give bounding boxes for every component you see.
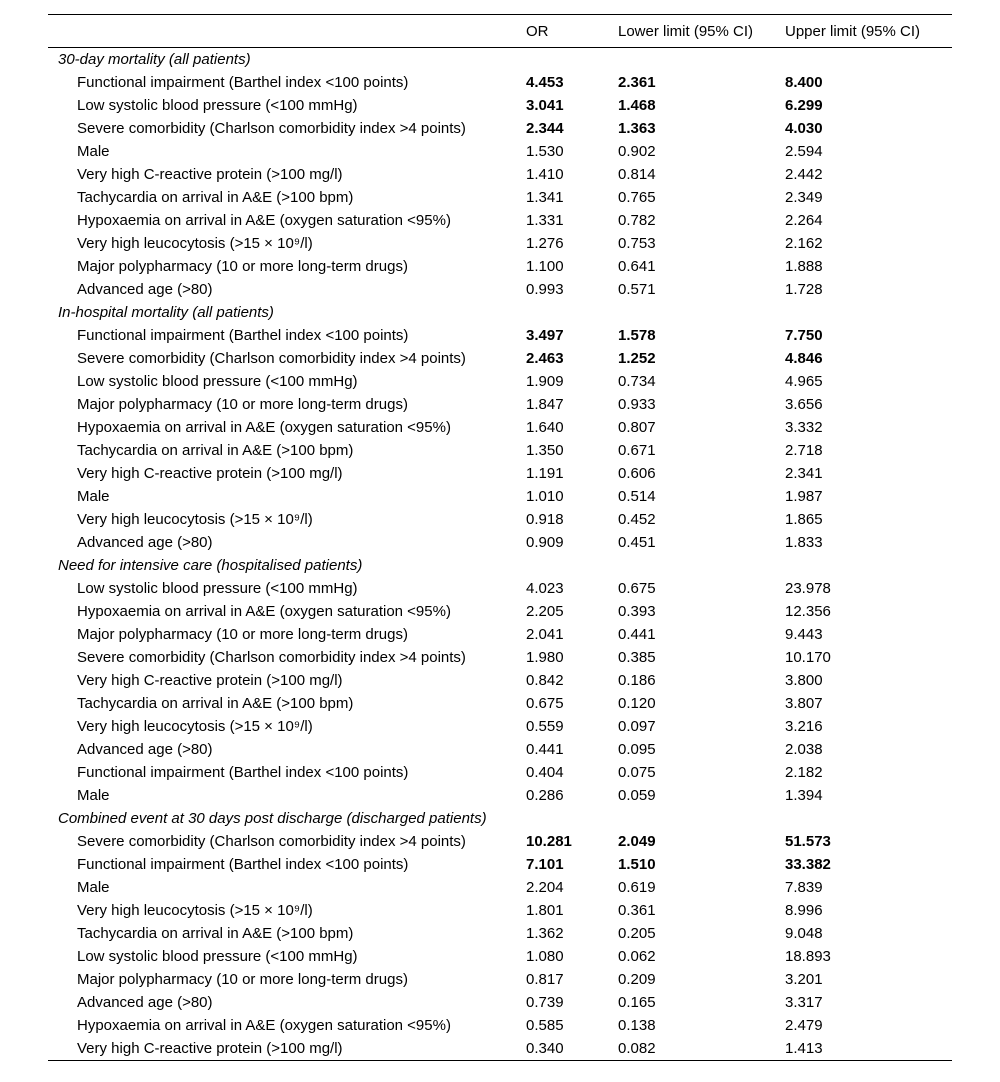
or-value: 0.585 bbox=[526, 1017, 564, 1034]
upper-limit-value: 23.978 bbox=[785, 580, 831, 597]
lower-limit-value: 2.049 bbox=[618, 833, 656, 850]
lower-limit-value: 0.606 bbox=[618, 465, 656, 482]
lower-limit-value: 0.753 bbox=[618, 235, 656, 252]
table-row bbox=[48, 669, 952, 692]
or-value: 1.530 bbox=[526, 143, 564, 160]
upper-limit-value: 2.038 bbox=[785, 741, 823, 758]
lower-limit-value: 0.095 bbox=[618, 741, 656, 758]
header-row bbox=[48, 15, 952, 48]
upper-limit-value: 2.264 bbox=[785, 212, 823, 229]
lower-limit-value: 0.385 bbox=[618, 649, 656, 666]
table-row bbox=[48, 623, 952, 646]
or-value: 0.559 bbox=[526, 718, 564, 735]
variable-label: Very high leucocytosis (>15 × 10⁹/l) bbox=[77, 235, 313, 252]
upper-limit-value: 2.341 bbox=[785, 465, 823, 482]
table-row bbox=[48, 324, 952, 347]
variable-label: Hypoxaemia on arrival in A&E (oxygen saturation <95%) bbox=[77, 212, 451, 229]
or-value: 0.993 bbox=[526, 281, 564, 298]
or-value: 2.205 bbox=[526, 603, 564, 620]
lower-limit-value: 0.186 bbox=[618, 672, 656, 689]
variable-label: Major polypharmacy (10 or more long-term drugs) bbox=[77, 258, 408, 275]
variable-label: Tachycardia on arrival in A&E (>100 bpm) bbox=[77, 442, 354, 459]
table-row bbox=[48, 899, 952, 922]
table-row bbox=[48, 209, 952, 232]
variable-label: Hypoxaemia on arrival in A&E (oxygen saturation <95%) bbox=[77, 603, 451, 620]
lower-limit-value: 0.807 bbox=[618, 419, 656, 436]
lower-limit-value: 0.671 bbox=[618, 442, 656, 459]
variable-label: Male bbox=[77, 143, 110, 160]
section-title: Need for intensive care (hospitalised patients) bbox=[58, 557, 363, 574]
variable-label: Severe comorbidity (Charlson comorbidity index >4 points) bbox=[77, 350, 466, 367]
table-row bbox=[48, 531, 952, 554]
variable-label: Low systolic blood pressure (<100 mmHg) bbox=[77, 580, 358, 597]
variable-label: Very high C-reactive protein (>100 mg/l) bbox=[77, 1040, 343, 1057]
table-row bbox=[48, 278, 952, 301]
table-row bbox=[48, 140, 952, 163]
variable-label: Advanced age (>80) bbox=[77, 534, 213, 551]
lower-limit-value: 0.571 bbox=[618, 281, 656, 298]
variable-label: Advanced age (>80) bbox=[77, 741, 213, 758]
table-row bbox=[48, 784, 952, 807]
or-value: 2.041 bbox=[526, 626, 564, 643]
table-row bbox=[48, 416, 952, 439]
or-value: 1.801 bbox=[526, 902, 564, 919]
variable-label: Low systolic blood pressure (<100 mmHg) bbox=[77, 948, 358, 965]
upper-limit-value: 33.382 bbox=[785, 856, 831, 873]
lower-limit-value: 1.252 bbox=[618, 350, 656, 367]
table-row bbox=[48, 600, 952, 623]
table-row bbox=[48, 255, 952, 278]
lower-limit-value: 1.468 bbox=[618, 97, 656, 114]
section-title: 30-day mortality (all patients) bbox=[58, 51, 251, 68]
variable-label: Tachycardia on arrival in A&E (>100 bpm) bbox=[77, 925, 354, 942]
section-row bbox=[48, 807, 952, 830]
table-row bbox=[48, 232, 952, 255]
upper-limit-value: 2.718 bbox=[785, 442, 823, 459]
or-value: 1.100 bbox=[526, 258, 564, 275]
lower-limit-value: 0.452 bbox=[618, 511, 656, 528]
header-or: OR bbox=[526, 22, 549, 40]
lower-limit-value: 0.675 bbox=[618, 580, 656, 597]
or-value: 2.204 bbox=[526, 879, 564, 896]
upper-limit-value: 1.865 bbox=[785, 511, 823, 528]
section-row bbox=[48, 301, 952, 324]
upper-limit-value: 2.349 bbox=[785, 189, 823, 206]
or-value: 10.281 bbox=[526, 833, 572, 850]
or-value: 0.918 bbox=[526, 511, 564, 528]
upper-limit-value: 4.030 bbox=[785, 120, 823, 137]
or-value: 1.640 bbox=[526, 419, 564, 436]
or-value: 1.909 bbox=[526, 373, 564, 390]
header-upper-limit: Upper limit (95% CI) bbox=[785, 22, 921, 40]
upper-limit-value: 8.996 bbox=[785, 902, 823, 919]
table-row bbox=[48, 71, 952, 94]
or-value: 3.497 bbox=[526, 327, 564, 344]
or-value: 4.453 bbox=[526, 74, 564, 91]
table-row bbox=[48, 163, 952, 186]
or-value: 4.023 bbox=[526, 580, 564, 597]
variable-label: Hypoxaemia on arrival in A&E (oxygen saturation <95%) bbox=[77, 419, 451, 436]
upper-limit-value: 4.965 bbox=[785, 373, 823, 390]
or-value: 1.331 bbox=[526, 212, 564, 229]
upper-limit-value: 2.442 bbox=[785, 166, 823, 183]
or-value: 2.463 bbox=[526, 350, 564, 367]
or-value: 2.344 bbox=[526, 120, 564, 137]
upper-limit-value: 1.833 bbox=[785, 534, 823, 551]
section-row bbox=[48, 48, 952, 72]
or-value: 1.080 bbox=[526, 948, 564, 965]
or-value: 1.362 bbox=[526, 925, 564, 942]
table-row bbox=[48, 462, 952, 485]
upper-limit-value: 1.888 bbox=[785, 258, 823, 275]
or-value: 1.847 bbox=[526, 396, 564, 413]
table-row bbox=[48, 393, 952, 416]
or-value: 1.276 bbox=[526, 235, 564, 252]
table-row bbox=[48, 738, 952, 761]
variable-label: Hypoxaemia on arrival in A&E (oxygen saturation <95%) bbox=[77, 1017, 451, 1034]
upper-limit-value: 10.170 bbox=[785, 649, 831, 666]
table-row bbox=[48, 715, 952, 738]
table-row bbox=[48, 853, 952, 876]
variable-label: Severe comorbidity (Charlson comorbidity index >4 points) bbox=[77, 649, 466, 666]
upper-limit-value: 9.443 bbox=[785, 626, 823, 643]
table-row bbox=[48, 186, 952, 209]
or-value: 3.041 bbox=[526, 97, 564, 114]
upper-limit-value: 2.182 bbox=[785, 764, 823, 781]
upper-limit-value: 2.162 bbox=[785, 235, 823, 252]
upper-limit-value: 8.400 bbox=[785, 74, 823, 91]
upper-limit-value: 3.201 bbox=[785, 971, 823, 988]
or-value: 1.410 bbox=[526, 166, 564, 183]
lower-limit-value: 0.097 bbox=[618, 718, 656, 735]
upper-limit-value: 6.299 bbox=[785, 97, 823, 114]
variable-label: Functional impairment (Barthel index <100 points) bbox=[77, 327, 409, 344]
lower-limit-value: 2.361 bbox=[618, 74, 656, 91]
or-value: 1.341 bbox=[526, 189, 564, 206]
lower-limit-value: 1.578 bbox=[618, 327, 656, 344]
table-row bbox=[48, 876, 952, 899]
variable-label: Very high C-reactive protein (>100 mg/l) bbox=[77, 465, 343, 482]
or-value: 7.101 bbox=[526, 856, 564, 873]
lower-limit-value: 0.514 bbox=[618, 488, 656, 505]
variable-label: Functional impairment (Barthel index <100 points) bbox=[77, 74, 409, 91]
upper-limit-value: 18.893 bbox=[785, 948, 831, 965]
lower-limit-value: 0.062 bbox=[618, 948, 656, 965]
lower-limit-value: 0.165 bbox=[618, 994, 656, 1011]
upper-limit-value: 3.800 bbox=[785, 672, 823, 689]
table-row bbox=[48, 830, 952, 853]
table-row bbox=[48, 439, 952, 462]
variable-label: Male bbox=[77, 488, 110, 505]
upper-limit-value: 3.216 bbox=[785, 718, 823, 735]
upper-limit-value: 3.332 bbox=[785, 419, 823, 436]
upper-limit-value: 1.728 bbox=[785, 281, 823, 298]
table-row bbox=[48, 945, 952, 968]
upper-limit-value: 7.750 bbox=[785, 327, 823, 344]
lower-limit-value: 0.441 bbox=[618, 626, 656, 643]
variable-label: Male bbox=[77, 879, 110, 896]
or-value: 0.739 bbox=[526, 994, 564, 1011]
upper-limit-value: 1.394 bbox=[785, 787, 823, 804]
or-value: 0.675 bbox=[526, 695, 564, 712]
table-row bbox=[48, 646, 952, 669]
table-row bbox=[48, 1014, 952, 1037]
upper-limit-value: 2.594 bbox=[785, 143, 823, 160]
variable-label: Functional impairment (Barthel index <100 points) bbox=[77, 856, 409, 873]
upper-limit-value: 9.048 bbox=[785, 925, 823, 942]
results-table-container bbox=[48, 14, 952, 1061]
lower-limit-value: 0.451 bbox=[618, 534, 656, 551]
upper-limit-value: 3.807 bbox=[785, 695, 823, 712]
or-value: 1.980 bbox=[526, 649, 564, 666]
lower-limit-value: 0.075 bbox=[618, 764, 656, 781]
table-body bbox=[48, 48, 952, 1061]
table-row bbox=[48, 370, 952, 393]
variable-label: Low systolic blood pressure (<100 mmHg) bbox=[77, 373, 358, 390]
or-value: 0.286 bbox=[526, 787, 564, 804]
variable-label: Severe comorbidity (Charlson comorbidity index >4 points) bbox=[77, 833, 466, 850]
variable-label: Very high C-reactive protein (>100 mg/l) bbox=[77, 672, 343, 689]
lower-limit-value: 0.641 bbox=[618, 258, 656, 275]
variable-label: Very high leucocytosis (>15 × 10⁹/l) bbox=[77, 511, 313, 528]
table-row bbox=[48, 577, 952, 600]
table-row bbox=[48, 922, 952, 945]
lower-limit-value: 0.933 bbox=[618, 396, 656, 413]
header-lower-limit: Lower limit (95% CI) bbox=[618, 22, 754, 40]
upper-limit-value: 4.846 bbox=[785, 350, 823, 367]
variable-label: Low systolic blood pressure (<100 mmHg) bbox=[77, 97, 358, 114]
lower-limit-value: 0.082 bbox=[618, 1040, 656, 1057]
section-row bbox=[48, 554, 952, 577]
table-row bbox=[48, 347, 952, 370]
table-row bbox=[48, 761, 952, 784]
or-value: 0.817 bbox=[526, 971, 564, 988]
table-row bbox=[48, 1037, 952, 1061]
lower-limit-value: 0.782 bbox=[618, 212, 656, 229]
table-row bbox=[48, 991, 952, 1014]
variable-label: Very high C-reactive protein (>100 mg/l) bbox=[77, 166, 343, 183]
lower-limit-value: 0.814 bbox=[618, 166, 656, 183]
or-value: 0.441 bbox=[526, 741, 564, 758]
table-row bbox=[48, 508, 952, 531]
table-row bbox=[48, 968, 952, 991]
lower-limit-value: 0.059 bbox=[618, 787, 656, 804]
lower-limit-value: 1.510 bbox=[618, 856, 656, 873]
variable-label: Advanced age (>80) bbox=[77, 994, 213, 1011]
lower-limit-value: 0.205 bbox=[618, 925, 656, 942]
variable-label: Severe comorbidity (Charlson comorbidity index >4 points) bbox=[77, 120, 466, 137]
table-header bbox=[48, 15, 952, 48]
upper-limit-value: 3.317 bbox=[785, 994, 823, 1011]
table-row bbox=[48, 692, 952, 715]
or-value: 1.010 bbox=[526, 488, 564, 505]
variable-label: Major polypharmacy (10 or more long-term drugs) bbox=[77, 971, 408, 988]
variable-label: Male bbox=[77, 787, 110, 804]
or-value: 1.350 bbox=[526, 442, 564, 459]
variable-label: Very high leucocytosis (>15 × 10⁹/l) bbox=[77, 718, 313, 735]
table-row bbox=[48, 485, 952, 508]
table-row bbox=[48, 117, 952, 140]
upper-limit-value: 12.356 bbox=[785, 603, 831, 620]
section-title: Combined event at 30 days post discharge (discharged patients) bbox=[58, 810, 487, 827]
upper-limit-value: 7.839 bbox=[785, 879, 823, 896]
variable-label: Major polypharmacy (10 or more long-term drugs) bbox=[77, 626, 408, 643]
upper-limit-value: 3.656 bbox=[785, 396, 823, 413]
section-title: In-hospital mortality (all patients) bbox=[58, 304, 274, 321]
odds-ratio-table bbox=[48, 14, 952, 1061]
lower-limit-value: 0.138 bbox=[618, 1017, 656, 1034]
or-value: 0.404 bbox=[526, 764, 564, 781]
variable-label: Tachycardia on arrival in A&E (>100 bpm) bbox=[77, 695, 354, 712]
upper-limit-value: 51.573 bbox=[785, 833, 831, 850]
or-value: 0.340 bbox=[526, 1040, 564, 1057]
table-row bbox=[48, 94, 952, 117]
or-value: 0.842 bbox=[526, 672, 564, 689]
lower-limit-value: 0.393 bbox=[618, 603, 656, 620]
or-value: 1.191 bbox=[526, 465, 564, 482]
lower-limit-value: 0.765 bbox=[618, 189, 656, 206]
upper-limit-value: 1.987 bbox=[785, 488, 823, 505]
lower-limit-value: 0.902 bbox=[618, 143, 656, 160]
variable-label: Advanced age (>80) bbox=[77, 281, 213, 298]
lower-limit-value: 1.363 bbox=[618, 120, 656, 137]
header-variable bbox=[48, 15, 526, 48]
variable-label: Major polypharmacy (10 or more long-term drugs) bbox=[77, 396, 408, 413]
lower-limit-value: 0.209 bbox=[618, 971, 656, 988]
variable-label: Tachycardia on arrival in A&E (>100 bpm) bbox=[77, 189, 354, 206]
upper-limit-value: 1.413 bbox=[785, 1040, 823, 1057]
lower-limit-value: 0.619 bbox=[618, 879, 656, 896]
variable-label: Functional impairment (Barthel index <100 points) bbox=[77, 764, 409, 781]
lower-limit-value: 0.734 bbox=[618, 373, 656, 390]
variable-label: Very high leucocytosis (>15 × 10⁹/l) bbox=[77, 902, 313, 919]
upper-limit-value: 2.479 bbox=[785, 1017, 823, 1034]
lower-limit-value: 0.120 bbox=[618, 695, 656, 712]
lower-limit-value: 0.361 bbox=[618, 902, 656, 919]
or-value: 0.909 bbox=[526, 534, 564, 551]
